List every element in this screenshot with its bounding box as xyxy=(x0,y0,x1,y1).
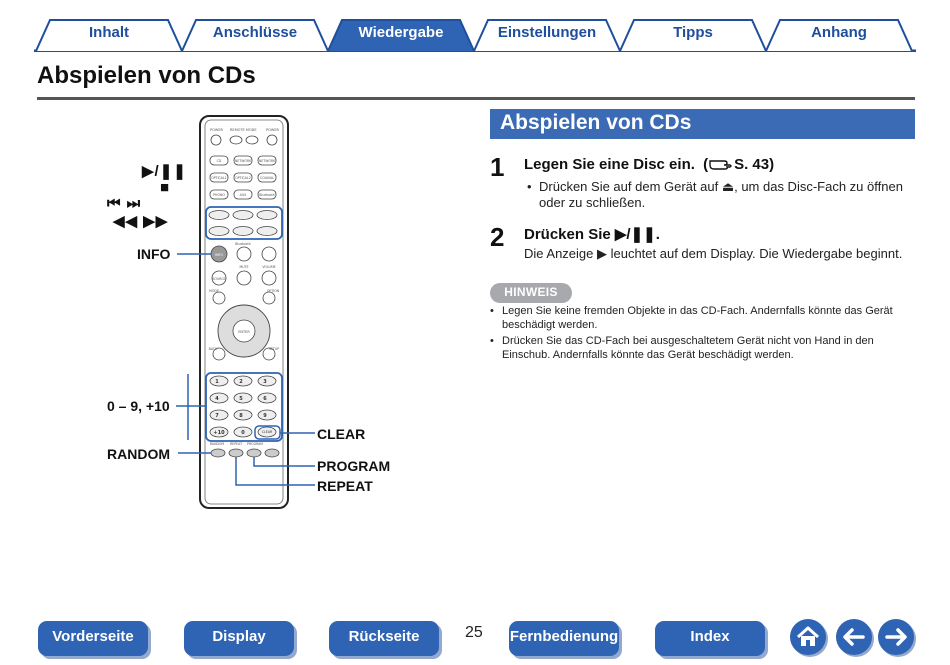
page-title: Abspielen von CDs xyxy=(37,62,256,89)
tiny-aux: AUX xyxy=(239,193,247,197)
tab-anschluesse[interactable]: Anschlüsse xyxy=(212,24,298,41)
page-number: 25 xyxy=(465,624,483,641)
key-7: 7 xyxy=(215,413,219,419)
label-program: PROGRAM xyxy=(317,458,391,474)
tiny-repeat: REPEAT xyxy=(229,442,243,446)
tiny-option: OPTION xyxy=(266,289,280,293)
key-0: 0 xyxy=(241,430,245,436)
key-8: 8 xyxy=(239,413,243,419)
nav-display-button[interactable] xyxy=(184,621,294,656)
forward-arrow-icon xyxy=(878,619,914,655)
label-info: INFO xyxy=(137,246,171,262)
step-1-bullet: • Drücken Sie auf dem Gerät auf ⏏, um das Disc-Fach zu öffnen oder zu schließen. xyxy=(527,179,907,211)
top-tab-bar xyxy=(34,18,916,52)
tiny-program: PROGRAM xyxy=(246,442,264,446)
tab-wiedergabe[interactable]: Wiedergabe xyxy=(358,24,444,41)
play-pause-symbol: ▶/❚❚ xyxy=(142,163,187,180)
tiny-power-right: POWER xyxy=(266,128,279,132)
label-clear: CLEAR xyxy=(317,426,366,442)
home-button[interactable] xyxy=(790,619,826,655)
tiny-enter: ENTER xyxy=(238,330,250,334)
tiny-remote-mode: REMOTE MODE xyxy=(230,128,257,132)
step-2-text: Die Anzeige ▶ leuchtet auf dem Display. Die Wiedergabe beginnt. xyxy=(524,246,903,261)
forward-button[interactable] xyxy=(878,619,914,655)
nav-index-button[interactable] xyxy=(655,621,765,656)
tiny-network-a: NETWORK xyxy=(234,159,252,163)
tiny-clear: CLEAR xyxy=(261,430,273,434)
nav-fernbedienung-button[interactable] xyxy=(509,621,619,656)
nav-rueckseite-label: Rückseite xyxy=(348,628,420,645)
tiny-bluetooth-2: Bluetooth xyxy=(235,242,251,246)
section-banner xyxy=(490,109,915,139)
note-item-1: • Legen Sie keine fremden Objekte in das CD-Fach. Andernfalls könnte das Gerät beschädigt werden. xyxy=(490,304,910,332)
search-symbols: ◀◀ ▶▶ xyxy=(113,213,169,230)
tiny-setup: SETUP xyxy=(268,347,280,351)
nav-index-label: Index xyxy=(690,628,730,645)
tiny-bluetooth: Bluetooth xyxy=(259,193,275,197)
tab-einstellungen[interactable]: Einstellungen xyxy=(497,24,597,41)
label-digits: 0 – 9, +10 xyxy=(107,398,170,414)
step-1-page-ref[interactable]: S. 43 xyxy=(734,156,770,173)
key-6: 6 xyxy=(263,396,267,402)
key-3: 3 xyxy=(263,379,267,385)
back-arrow-icon xyxy=(836,619,872,655)
key-2: 2 xyxy=(239,379,243,385)
step-2-number: 2 xyxy=(490,222,505,252)
tiny-random: RANDOM xyxy=(209,442,225,446)
step-1-bullet-text: Drücken Sie auf dem Gerät auf ⏏, um das Disc-Fach zu öffnen oder zu schließen. xyxy=(539,179,903,210)
tiny-mute: MUTE xyxy=(239,265,249,269)
step-1-title: Legen Sie eine Disc ein. ( S. 43) xyxy=(524,156,775,173)
tiny-back: BACK xyxy=(208,347,218,351)
note-badge xyxy=(490,283,572,303)
label-repeat: REPEAT xyxy=(317,478,373,494)
stop-symbol: ■ xyxy=(160,179,171,196)
tab-tipps[interactable]: Tipps xyxy=(673,24,713,41)
nav-vorderseite-label: Vorderseite xyxy=(52,628,134,645)
tab-inhalt[interactable]: Inhalt xyxy=(89,24,129,41)
tiny-source: SOURCE xyxy=(212,277,226,281)
tiny-mode: MODE xyxy=(209,289,219,293)
tab-anhang[interactable]: Anhang xyxy=(811,24,867,41)
tiny-phono: PHONO xyxy=(213,193,225,197)
key-1: 1 xyxy=(215,379,219,385)
tiny-network-b: NETWORK xyxy=(258,159,276,163)
note-item-2: • Drücken Sie das CD-Fach bei ausgeschaltetem Gerät nicht von Hand in den Einschub. Andernfalls könnte das Gerät beschädigt werden. xyxy=(490,334,910,362)
key-5: 5 xyxy=(239,396,243,402)
title-divider xyxy=(37,97,915,100)
tiny-info: INFO xyxy=(215,253,223,257)
tiny-cd: CD xyxy=(216,159,222,163)
skip-symbols: ⏮ ⏭ xyxy=(107,195,142,212)
note-item-2-text: Drücken Sie das CD-Fach bei ausgeschaltetem Gerät nicht von Hand in den Einschub. Andernfalls könnte das Gerät beschädigt werden. xyxy=(502,335,874,361)
key-4: 4 xyxy=(215,396,219,402)
section-title: Abspielen von CDs xyxy=(500,111,692,134)
tiny-optical2: OPTICAL2 xyxy=(235,176,251,180)
key-9: 9 xyxy=(263,413,267,419)
step-1-title-text: Legen Sie eine Disc ein. xyxy=(524,156,695,173)
nav-rueckseite-button[interactable] xyxy=(329,621,439,656)
home-icon xyxy=(790,619,826,655)
label-random: RANDOM xyxy=(107,446,170,462)
note-item-1-text: Legen Sie keine fremden Objekte in das CD-Fach. Andernfalls könnte das Gerät beschädigt werden. xyxy=(502,305,893,331)
tiny-volume: VOLUME xyxy=(262,265,276,269)
key-plus10: +10 xyxy=(213,430,225,436)
step-2-title: Drücken Sie ▶/❚❚. xyxy=(524,226,660,243)
nav-vorderseite-button[interactable] xyxy=(38,621,148,656)
nav-fernbedienung-label: Fernbedienung xyxy=(509,628,619,645)
tiny-coaxial: COAXIAL xyxy=(260,176,274,180)
nav-display-label: Display xyxy=(212,628,266,645)
step-1-number: 1 xyxy=(490,152,505,182)
back-button[interactable] xyxy=(836,619,872,655)
tiny-power-left: POWER xyxy=(210,128,223,132)
hand-pointer-icon xyxy=(708,157,734,171)
note-label: HINWEIS xyxy=(504,285,558,299)
tiny-optical1: OPTICAL1 xyxy=(211,176,227,180)
